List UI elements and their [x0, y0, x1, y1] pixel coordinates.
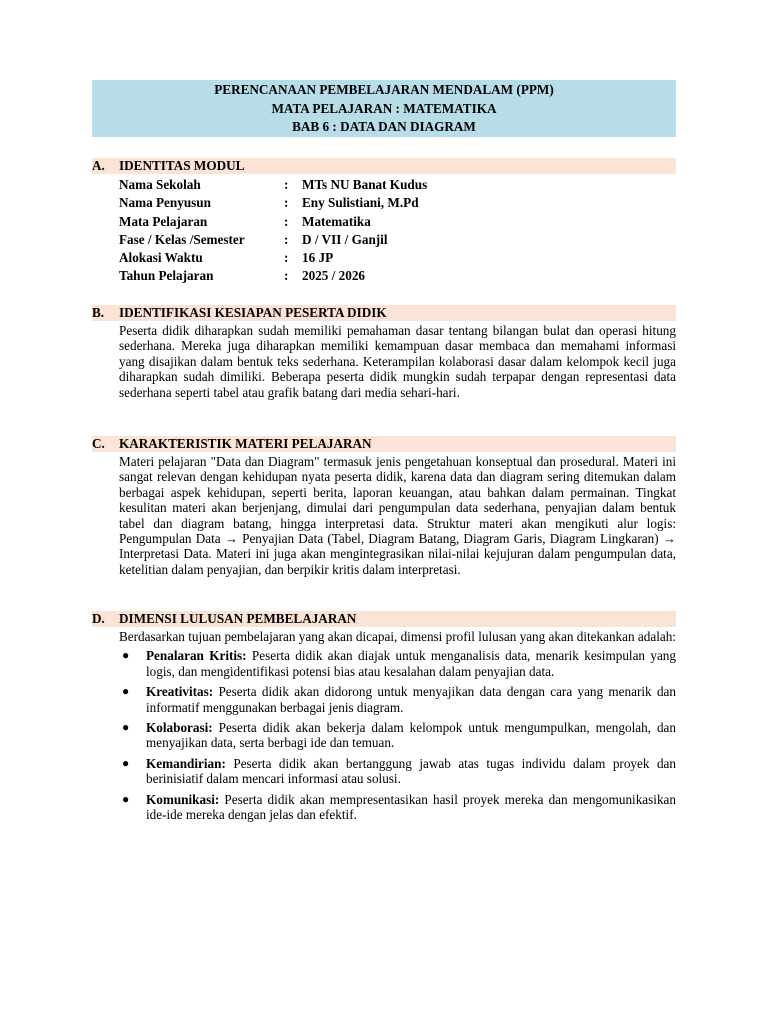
identity-label: Nama Sekolah: [119, 177, 201, 192]
section-heading: [92, 436, 676, 452]
header-title: PERENCANAAN PEMBELAJARAN MENDALAM (PPM): [214, 82, 554, 97]
section-title: IDENTITAS MODUL: [119, 158, 245, 173]
section-identitas-modul: [92, 158, 676, 286]
section-letter: D.: [92, 611, 105, 626]
document-header: [92, 80, 676, 137]
section-karakteristik-materi: [92, 436, 676, 577]
section-title: KARAKTERISTIK MATERI PELAJARAN: [119, 436, 372, 451]
item-description: Peserta didik akan diajak untuk menganalisis data, menarik kesimpulan yang logis, dan mengidentifikasi potensi bias atau kesalahan dalam penyajian data.: [146, 648, 676, 679]
identity-value: Matematika: [302, 213, 371, 229]
identity-value: MTs NU Banat Kudus: [302, 177, 428, 192]
section-paragraph: Peserta didik diharapkan sudah memiliki pemahaman dasar tentang bilangan bulat dan operasi hitung sederhana. Mereka juga diharapkan memiliki kemampuan dasar membaca dan memahami informasi yang disajikan dalam bentuk teks sederhana. Keterampilan kolaborasi dasar dalam kelompok kecil juga diharapkan sudah dimiliki. Beberapa peserta didik mungkin sudah terpapar dengan representasi data sederhana seperti tabel atau grafik batang dari media sehari-hari.: [119, 323, 676, 400]
item-term: Kemandirian:: [146, 755, 226, 771]
section-heading: [92, 611, 676, 627]
section-dimensi-lulusan: [92, 611, 676, 827]
list-item: [119, 792, 676, 823]
identity-colon: :: [284, 268, 289, 284]
list-item: [119, 756, 676, 787]
item-description: Peserta didik akan bekerja dalam kelompok untuk mengumpulkan, mengolah, dan menyajikan data, serta berbagi ide dan temuan.: [146, 720, 676, 751]
item-term: Komunikasi:: [146, 791, 220, 807]
bullet-icon: ●: [122, 684, 130, 699]
section-title: IDENTIFIKASI KESIAPAN PESERTA DIDIK: [119, 305, 387, 320]
identity-label: Mata Pelajaran: [119, 213, 208, 229]
identity-label: Tahun Pelajaran: [119, 268, 214, 284]
identity-row: [119, 213, 676, 231]
item-term: Kolaborasi:: [146, 720, 213, 736]
identity-table: [119, 176, 676, 286]
header-chapter: BAB 6 : DATA DAN DIAGRAM: [292, 119, 476, 134]
identity-label: Alokasi Waktu: [119, 250, 203, 266]
identity-row: [119, 249, 676, 267]
section-letter: A.: [92, 158, 105, 173]
identity-value: D / VII / Ganjil: [302, 231, 388, 247]
identity-colon: :: [284, 213, 289, 229]
section-kesiapan-peserta-didik: [92, 305, 676, 400]
item-term: Kreativitas:: [146, 684, 214, 700]
header-subject: MATA PELAJARAN : MATEMATIKA: [271, 100, 497, 116]
identity-colon: :: [284, 195, 289, 211]
section-title: DIMENSI LULUSAN PEMBELAJARAN: [119, 611, 357, 626]
identity-colon: :: [284, 231, 289, 247]
bullet-icon: ●: [122, 791, 130, 806]
section-intro: Berdasarkan tujuan pembelajaran yang akan dicapai, dimensi profil lulusan yang akan ditekankan adalah:: [119, 629, 676, 644]
identity-colon: :: [284, 177, 289, 192]
identity-label: Fase / Kelas /Semester: [119, 231, 245, 247]
list-item: [119, 648, 676, 679]
section-letter: B.: [92, 305, 105, 320]
item-term: Penalaran Kritis:: [146, 648, 247, 664]
identity-value: 2025 / 2026: [302, 268, 366, 284]
identity-row: [119, 267, 676, 285]
bullet-icon: ●: [122, 755, 130, 770]
identity-row: [119, 231, 676, 249]
identity-colon: :: [284, 250, 289, 266]
item-description: Peserta didik akan didorong untuk menyajikan data dengan cara yang menarik dan informatif menggunakan berbagai jenis diagram.: [146, 684, 676, 715]
bullet-icon: ●: [122, 720, 130, 735]
section-letter: C.: [92, 436, 105, 451]
list-item: [119, 720, 676, 751]
bullet-icon: ●: [122, 648, 130, 663]
identity-row: [119, 176, 676, 194]
identity-value: Eny Sulistiani, M.Pd: [302, 195, 419, 211]
section-heading: [92, 158, 676, 174]
profile-dimension-list: [119, 648, 676, 822]
identity-value: 16 JP: [302, 250, 334, 266]
list-item: [119, 684, 676, 715]
identity-row: [119, 194, 676, 212]
item-description: Peserta didik akan mempresentasikan hasil proyek mereka dan mengomunikasikan ide-ide mereka dengan jelas dan efektif.: [146, 791, 676, 823]
section-heading: [92, 305, 676, 321]
identity-label: Nama Penyusun: [119, 195, 211, 211]
item-description: Peserta didik akan bertanggung jawab atas tugas individu dalam proyek dan berinisiatif dalam mencari informasi atau solusi.: [146, 755, 676, 787]
section-paragraph: Materi pelajaran "Data dan Diagram" termasuk jenis pengetahuan konseptual dan prosedural. Materi ini sangat relevan dengan kehidupan nyata peserta didik, karena data dan diagram sering ditemukan dalam berbagai aspek kehidupan, seperti berita, laporan keuangan, atau bahkan dalam permainan. Tingkat kesulitan materi akan berjenjang, dimulai dari pengumpulan data sederhana, penyajian dalam bentuk tabel dan diagram batang, hingga interpretasi data. Struktur materi akan mengikuti alur logis: Pengumpulan Data → Penyajian Data (Tabel, Diagram Batang, Diagram Garis, Diagram Lingkaran) → Interpretasi Data. Materi ini juga akan mengintegrasikan nilai-nilai kejujuran dalam pengumpulan data, ketelitian dalam penyajian, dan berpikir kritis dalam interpretasi.: [119, 454, 676, 577]
